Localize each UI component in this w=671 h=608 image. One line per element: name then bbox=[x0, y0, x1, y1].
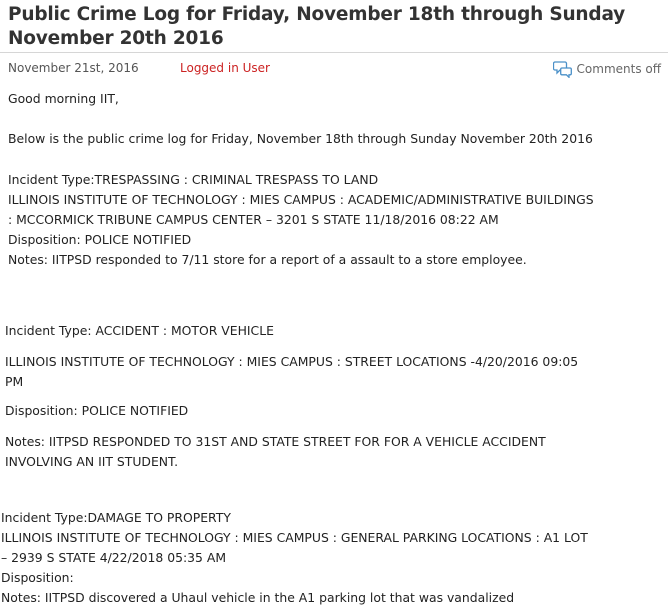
comments-status bbox=[553, 60, 661, 78]
incident-disposition: Disposition: POLICE NOTIFIED bbox=[8, 232, 192, 247]
incident-notes-cont: INVOLVING AN IIT STUDENT. bbox=[5, 454, 179, 469]
incident-1 bbox=[8, 170, 594, 270]
intro-text: Below is the public crime log for Friday, November 18th through Sunday November 20th 2016 bbox=[8, 131, 593, 146]
incident-type: Incident Type:TRESPASSING : CRIMINAL TRESPASS TO LAND bbox=[8, 172, 379, 187]
post-title: Public Crime Log for Friday, November 18th through Sunday November 20th 2016 bbox=[8, 4, 626, 49]
incident-location: ILLINOIS INSTITUTE OF TECHNOLOGY : MIES CAMPUS : GENERAL PARKING LOCATIONS : A1 LOT bbox=[1, 530, 588, 545]
incident-disposition: Disposition: bbox=[1, 570, 74, 585]
incident-location-cont: – 2939 S STATE 4/22/2018 05:35 AM bbox=[1, 550, 227, 565]
greeting: Good morning IIT, bbox=[8, 91, 119, 106]
incident-location: ILLINOIS INSTITUTE OF TECHNOLOGY : MIES CAMPUS : STREET LOCATIONS -4/20/2016 09:05 bbox=[5, 354, 579, 369]
incident-2-disposition: Disposition: POLICE NOTIFIED bbox=[5, 403, 189, 418]
incident-notes: Notes: IITPSD responded to 7/11 store for a report of a assault to a store employee. bbox=[8, 252, 527, 267]
incident-location-cont: : MCCORMICK TRIBUNE CAMPUS CENTER – 3201 S STATE 11/18/2016 08:22 AM bbox=[8, 212, 499, 227]
title-divider bbox=[0, 52, 668, 53]
incident-type: Incident Type:DAMAGE TO PROPERTY bbox=[1, 510, 231, 525]
author-link[interactable]: Logged in User bbox=[180, 61, 270, 75]
incident-location: ILLINOIS INSTITUTE OF TECHNOLOGY : MIES CAMPUS : ACADEMIC/ADMINISTRATIVE BUILDINGS bbox=[8, 192, 594, 207]
incident-location-cont: PM bbox=[5, 374, 24, 389]
incident-2-notes bbox=[5, 432, 546, 472]
speech-bubbles-icon bbox=[553, 60, 573, 78]
incident-2-type: Incident Type: ACCIDENT : MOTOR VEHICLE bbox=[5, 323, 274, 338]
incident-3 bbox=[1, 508, 588, 608]
comments-label: Comments off bbox=[576, 62, 661, 76]
incident-2-location bbox=[5, 352, 578, 392]
incident-notes: Notes: IITPSD RESPONDED TO 31ST AND STATE STREET FOR FOR A VEHICLE ACCIDENT bbox=[5, 434, 546, 449]
incident-notes: Notes: IITPSD discovered a Uhaul vehicle in the A1 parking lot that was vandalized bbox=[1, 590, 515, 605]
post-date: November 21st, 2016 bbox=[8, 61, 139, 75]
